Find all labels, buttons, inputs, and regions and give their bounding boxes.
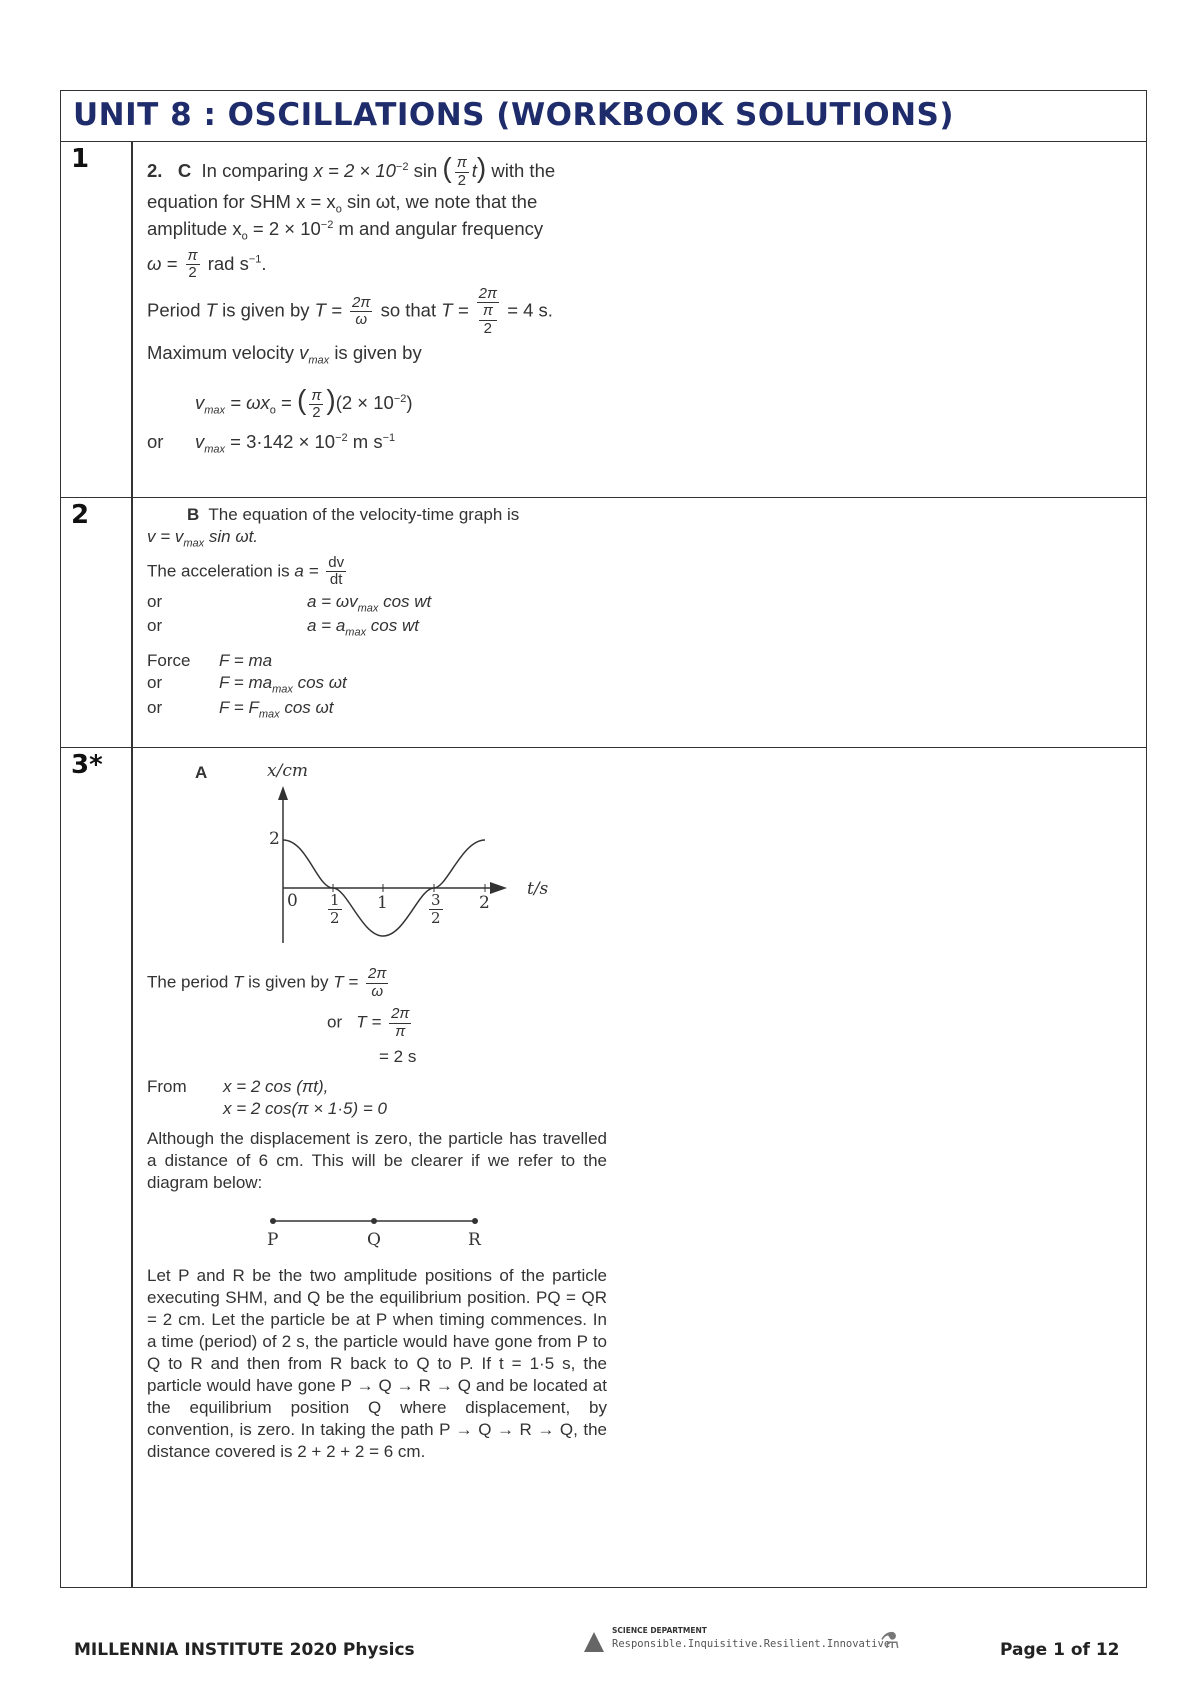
text: 2 [457,171,466,189]
label-r: R [468,1229,481,1250]
text: a = ωv [307,591,358,611]
text: with the [491,160,556,181]
text: Maximum velocity [147,342,294,364]
explanation-paragraph: Let P and R be the two amplitude positions of the particle executing SHM, and Q be the equilibrium position. PQ = QR = 2 cm. Let the particle be at P when timing commences. In a time (period) of 2 s, the particle would have gone from P to Q to R and then from R back to Q to P. If t = 1·5 s, the particle would have gone P → Q → R → Q and be located at the equilibrium position Q where displacement, by convention, is zero. In taking the path P → Q → R → Q, the distance covered is 2 + 2 + 2 = 6 cm. [147,1265,607,1462]
text: max [204,405,226,418]
text: v [195,392,205,414]
x-axis-label: t/s [527,879,549,899]
origin-label: 0 [287,891,298,911]
pqr-svg [147,1201,567,1261]
text: max [204,443,226,456]
logo-department: SCIENCE DEPARTMENT [612,1626,707,1635]
title-row [61,91,1146,142]
text: (2 × 10 [335,392,394,414]
text: = 4 s. [507,299,553,321]
text: o [335,203,342,216]
text: ω = [147,252,178,274]
text: 2 [483,319,493,337]
text: x = 2 cos(π × 1·5) = 0 [223,1099,387,1119]
text: T = [441,299,469,321]
text: rad s [207,252,249,274]
text: max [345,626,367,639]
y-axis-label: x/cm [267,761,308,781]
text: cos ωt [279,697,334,717]
text: 2π [391,1005,410,1022]
text: o [241,230,248,243]
text: T [233,972,244,992]
x-axis-arrow [490,882,507,894]
text: −2 [393,393,407,406]
text: x = 2 × 10 [313,160,396,181]
text: 1 [330,891,340,909]
answer-letter: A [195,763,208,782]
text: cos ωt [292,673,347,693]
answer-letter: C [177,160,192,181]
graph-svg [147,758,567,958]
text: is given by [334,342,422,364]
text: sin ωt, we note that the [341,191,538,212]
page-title: UNIT 8 : OSCILLATIONS (WORKBOOK SOLUTIONS) [73,97,955,133]
text: = 2 s [379,1047,417,1066]
text: = 3·142 × 10 [225,430,336,452]
pqr-diagram [147,1201,607,1261]
question-row-2 [61,498,1146,748]
text: 2π [478,284,498,302]
text: Force [147,651,191,671]
text: T = [314,299,342,321]
text: v [299,342,309,364]
text: F = ma [219,651,273,671]
text: From [147,1077,187,1097]
text: max [357,602,379,615]
question-number: 2 [71,500,90,530]
point-p [270,1218,276,1224]
displacement-time-graph [147,758,607,958]
text: max [183,537,205,550]
text: 2 [188,264,197,282]
text: −2 [395,160,409,173]
worksheet-table [60,90,1147,1588]
text: o [269,405,276,418]
x-tick-label: 1 [377,893,388,913]
text: 2 [431,908,441,927]
text: is given by [222,299,310,321]
text: or [147,430,164,452]
answer-letter: B [187,505,200,524]
text: π [395,1022,406,1040]
text: or [147,591,163,611]
text: π [479,303,497,321]
x-tick-label: 2 [479,893,490,913]
text: −1 [382,431,396,444]
text: is given by [248,972,329,992]
text: m and angular frequency [333,217,544,239]
text: t [471,160,477,181]
text: π [311,386,322,404]
text: max [258,708,280,721]
text: The period [147,972,229,992]
text: sin [408,160,438,181]
text: or [147,616,163,636]
text: cos wt [378,591,432,611]
text: F = ma [219,673,273,693]
text: The acceleration is [147,561,290,581]
text: = [275,392,292,414]
text: . [261,252,267,274]
label-p: P [267,1229,279,1250]
flask-icon: ⚗ [880,1628,900,1653]
text: v = v [147,527,184,547]
text: v [195,430,205,452]
x-tick-label [328,892,342,926]
solution-heading: 2. [147,160,163,181]
text: T = [333,972,359,992]
text: T = [356,1012,382,1032]
text: so that [380,299,437,321]
logo-motto: Responsible.Inquisitive.Resilient.Innovative [612,1638,891,1650]
text: m s [347,430,383,452]
text: 2 [312,404,321,422]
text: π [456,154,467,172]
point-q [371,1218,377,1224]
explanation-paragraph: Although the displacement is zero, the particle has travelled a distance of 6 cm. This will be clearer if we refer to the diagram below: [147,1129,607,1193]
question-1-solution: 2. C In comparing $x = 2 \times 10^{-2}$ sin ( $\frac{\pi}{2}$ t) with the equation for SHM $x = x_o$ sin ωt, we note that the amplitude $x_o = 2 \times 10^{-2}$ m and angular frequency ω = $\frac{\pi}{2}$ rad $s^{-1}$. Period T is given by T = $\frac{2\pi}{\omega}$ so that T = 2π π 2 = 4 s. Maximum velocity $v_{max}$ is given by $v_{max} = \omega x_o$ = ( $\frac{\pi}{2}$ )$(2 \times 10^{-2})$ or $v_{max} = 3\cdot 142 \times 10^{-2}$ m $s^{-1}$ [147,152,556,456]
text: T [205,299,217,321]
y-axis-arrow [278,786,288,800]
text: 2π [352,293,371,311]
text: Period [147,299,201,321]
text: F = F [219,697,259,717]
text: a = [294,561,319,581]
point-r [472,1218,478,1224]
text: 2π [367,965,387,982]
text: sin ωt. [204,527,259,547]
text: or [147,673,163,693]
question-3-solution [147,758,607,1463]
text: cos wt [366,616,419,636]
text: amplitude x [147,217,242,239]
text: 2 [330,908,340,927]
text: 3 [431,891,441,909]
text: ω [371,982,384,1000]
text: In comparing [201,160,309,181]
label-q: Q [367,1229,381,1250]
text: = 2 × 10 [247,217,321,239]
text: or [327,1012,343,1032]
footer-left: MILLENNIA INSTITUTE 2020 Physics [74,1640,415,1660]
question-number: 1 [71,144,90,174]
question-number: 3* [71,750,103,780]
science-department-logo [580,1624,920,1660]
text: or [147,697,163,717]
footer-page-number: Page 1 of 12 [1000,1640,1120,1660]
text: = ωx [230,392,270,414]
text: dv [328,553,345,571]
text: π [187,246,198,264]
text: The equation of the velocity-time graph is [208,505,520,524]
text: max [308,355,330,368]
x-tick-label [429,892,443,926]
text: −1 [248,253,262,266]
text: equation for SHM x = x [147,191,336,212]
text: x = 2 cos (πt), [223,1077,329,1097]
text: max [272,683,293,696]
y-tick-label: 2 [269,829,280,849]
question-row-1 [61,142,1146,498]
text: a = a [307,616,346,636]
text: ω [355,311,368,329]
logo-icon [580,1628,608,1656]
question-2-solution [147,504,617,722]
question-row-3 [61,748,1146,1587]
text: −2 [335,431,348,444]
text: −2 [320,218,334,231]
text: dt [329,571,343,589]
text: ) [406,392,413,414]
